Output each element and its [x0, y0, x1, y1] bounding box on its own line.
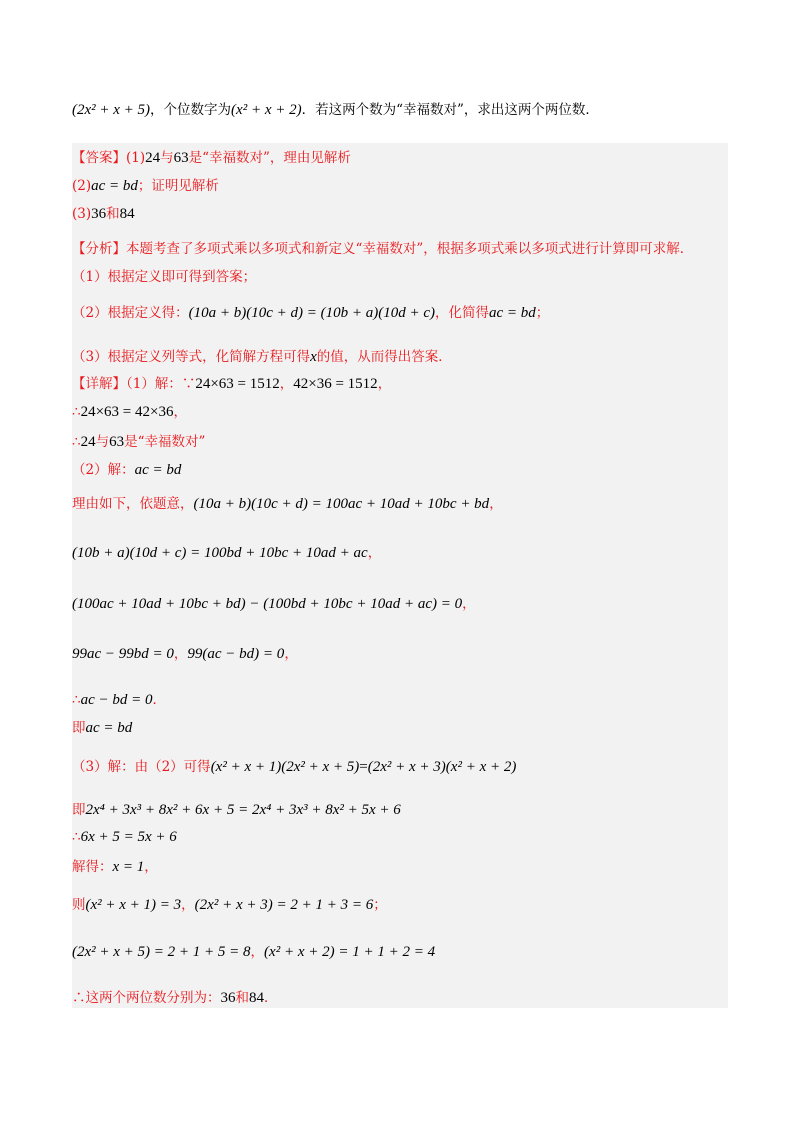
- number: 24: [145, 150, 161, 166]
- answer-line-2: [72, 176, 219, 196]
- detail-line-14: [72, 857, 158, 877]
- therefore-symbol: ∴: [72, 692, 81, 708]
- detail-line-1: [72, 374, 391, 394]
- math-expr: (10b + a)(10d + c) = 100bd + 10bc + 10ad + ac: [72, 545, 368, 561]
- therefore-symbol: ∴: [72, 404, 81, 420]
- analysis-step-2: [72, 303, 549, 323]
- text: 即: [72, 720, 86, 736]
- number: 36: [91, 206, 107, 222]
- math-expr: ac = bd: [488, 305, 536, 321]
- number: 63: [173, 150, 189, 166]
- number: 84: [119, 206, 135, 222]
- detail-line-17: [72, 988, 278, 1008]
- text: ．: [264, 990, 278, 1006]
- part-number: (2): [72, 178, 92, 194]
- analysis-tag: 【分析】: [72, 241, 126, 257]
- text: ，: [377, 376, 392, 392]
- math-expr: (10a + b)(10c + d) = 100ac + 10ad + 10bc + bd: [193, 496, 490, 512]
- math-expr: 99ac − 99bd = 0: [72, 646, 174, 662]
- analysis-step-3: [72, 347, 452, 367]
- text: ，: [279, 376, 294, 392]
- math-expr: (10a + b)(10c + d) = (10b + a)(10d + c): [188, 305, 435, 321]
- text: ；证明见解析: [137, 178, 219, 194]
- text: （3）根据定义列等式，化简解方程可得: [72, 349, 311, 365]
- detail-line-16: [72, 942, 435, 962]
- equals-sign: =: [359, 759, 368, 775]
- math-expr: (100ac + 10ad + 10bc + bd) − (100bd + 10bc + 10ad + ac) = 0: [72, 596, 463, 612]
- text: 则: [72, 897, 86, 913]
- question-tail: [72, 100, 599, 120]
- detail-line-13: [72, 827, 177, 847]
- detail-line-9: [72, 690, 166, 710]
- text: ，: [173, 646, 188, 662]
- math-expr: 42×36 = 1512: [293, 376, 378, 392]
- expr-tens-digit: (2x² + x + 5): [72, 102, 151, 118]
- text: ，化简得: [434, 305, 489, 321]
- text: （2）根据定义得：: [72, 305, 189, 321]
- text: ．: [152, 692, 166, 708]
- math-expr: 2x⁴ + 3x³ + 8x² + 6x + 5 = 2x⁴ + 3x³ + 8x² + 5x + 6: [85, 802, 401, 818]
- text: ，: [489, 496, 503, 512]
- number: 84: [249, 990, 264, 1006]
- math-expr: (2x² + x + 3)(x² + x + 2): [367, 759, 517, 775]
- answer-tag: 【答案】: [72, 150, 126, 166]
- detail-line-10: [72, 718, 132, 738]
- detail-line-4: [72, 460, 181, 480]
- number: 24: [80, 434, 96, 450]
- text: ；: [373, 897, 387, 913]
- text: （3）解：由（2）可得: [72, 759, 211, 775]
- math-expr: 6x + 5 = 5x + 6: [80, 829, 177, 845]
- detail-line-3: [72, 432, 205, 452]
- detail-line-7: [72, 594, 476, 614]
- math-expr: x = 1: [112, 859, 145, 875]
- detail-line-8: [72, 644, 298, 664]
- answer-line-1: [72, 148, 351, 168]
- text: ，: [462, 596, 476, 612]
- detail-line-6: [72, 543, 381, 563]
- question-text: ，个位数字为: [150, 102, 232, 118]
- math-expr: 24×63 = 1512: [195, 376, 280, 392]
- detail-line-15: [72, 895, 387, 915]
- math-expr: (2x² + x + 5) = 2 + 1 + 5 = 8: [72, 944, 251, 960]
- text: 解得：: [72, 859, 113, 875]
- expr-ones-digit: (x² + x + 2): [231, 102, 302, 118]
- text: 和: [235, 990, 249, 1006]
- math-expr: (x² + x + 1)(2x² + x + 5): [210, 759, 360, 775]
- text: ，: [181, 897, 195, 913]
- detail-line-11: [72, 757, 516, 777]
- text: ，: [367, 545, 382, 561]
- math-expr: ac − bd = 0: [80, 692, 153, 708]
- text: ∴这两个两位数分别为：: [72, 990, 221, 1006]
- math-expr: ac = bd: [134, 462, 182, 478]
- analysis-text: 本题考查了多项式乘以多项式和新定义“幸福数对”，根据多项式乘以多项式进行计算即可求解．: [126, 241, 694, 257]
- detail-tag: 【详解】: [72, 376, 126, 392]
- part-number: (3): [72, 206, 92, 222]
- text: 与: [95, 434, 110, 450]
- text: 理由如下，依题意，: [72, 496, 194, 512]
- math-expr: (x² + x + 2) = 1 + 1 + 2 = 4: [264, 944, 436, 960]
- math-expr: (x² + x + 1) = 3: [85, 897, 182, 913]
- detail-line-2: [72, 402, 187, 422]
- analysis-line: [72, 239, 693, 259]
- text: ，: [144, 859, 158, 875]
- text: 是“幸福数对”: [124, 434, 206, 450]
- math-expr: (2x² + x + 3) = 2 + 1 + 3 = 6: [194, 897, 374, 913]
- part-number: (1): [126, 150, 146, 166]
- text: （2）解：: [72, 462, 135, 478]
- number: 36: [220, 990, 236, 1006]
- text: 是“幸福数对”，理由见解析: [188, 150, 351, 166]
- text: 和: [106, 206, 120, 222]
- text: 与: [160, 150, 174, 166]
- text: （1）解：∵: [126, 376, 196, 392]
- therefore-symbol: ∴: [72, 434, 81, 450]
- text: ，: [173, 404, 187, 420]
- text: （1）根据定义即可得到答案；: [72, 269, 257, 285]
- answer-line-3: [72, 204, 135, 224]
- therefore-symbol: ∴: [72, 829, 81, 845]
- text: ，: [250, 944, 265, 960]
- text: ；: [535, 305, 550, 321]
- number: 63: [109, 434, 125, 450]
- detail-line-5: [72, 494, 503, 514]
- question-text: ．若这两个数为“幸福数对”，求出这两个两位数．: [301, 102, 599, 118]
- math-expr: 24×63 = 42×36: [80, 404, 174, 420]
- math-var: x: [310, 349, 317, 365]
- text: ，: [284, 646, 298, 662]
- analysis-step-1: [72, 267, 256, 287]
- detail-line-12: [72, 800, 401, 820]
- math-expr: ac = bd: [85, 720, 133, 736]
- text: 的值，从而得出答案．: [316, 349, 452, 365]
- text: 即: [72, 802, 86, 818]
- math-expr: 99(ac − bd) = 0: [187, 646, 285, 662]
- math-expr: ac = bd: [91, 178, 138, 194]
